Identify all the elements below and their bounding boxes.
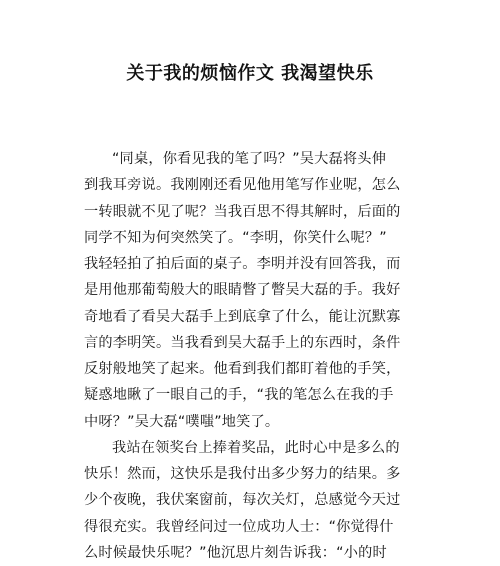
- paragraph-line: 同学不知为何突然笑了。“李明，你笑什么呢？”: [84, 229, 387, 246]
- paragraph-line: 奇地看了看吴大磊手上到底拿了什么，能让沉默寡: [84, 308, 401, 325]
- paragraph-line: 言的李明笑。当我看到吴大磊手上的东西时，条件: [84, 334, 401, 351]
- paragraph-line: “同桌，你看见我的笔了吗？”吴大磊将头伸: [112, 151, 387, 167]
- paragraph-line: 快乐！然而，这快乐是我付出多少努力的结果。多: [84, 466, 401, 482]
- paragraph-line: 中呀？”吴大磊“噗嗤”地笑了。: [84, 413, 280, 430]
- paragraph-line: 反射般地笑了起来。他看到我们都盯着他的手笑，: [84, 361, 401, 377]
- paragraph-line: 我站在领奖台上捧着奖品，此时心中是多么的: [112, 439, 400, 456]
- paragraph-line: 我轻轻拍了拍后面的桌子。李明并没有回答我，而: [84, 256, 401, 272]
- paragraph-line: 少个夜晚，我伏案窗前，每次关灯，总感觉今天过: [84, 492, 401, 509]
- paragraph-line: 疑惑地瞅了一眼自己的手，“我的笔怎么在我的手: [84, 387, 394, 404]
- paragraph-line: 得很充实。我曾经问过一位成功人士：“你觉得什: [84, 518, 394, 535]
- paragraph-line: 到我耳旁说。我刚刚还看见他用笔写作业呢，怎么: [84, 177, 401, 194]
- paragraph-line: 是用他那葡萄般大的眼睛瞥了瞥吴大磊的手。我好: [84, 282, 401, 299]
- paragraph-line: 么时候最快乐呢？”他沉思片刻告诉我：“小的时: [84, 544, 387, 561]
- paragraph-line: 一转眼就不见了呢？当我百思不得其解时，后面的: [84, 203, 401, 220]
- article-title: 关于我的烦恼作文 我渴望快乐: [126, 63, 374, 84]
- article-body: [84, 146, 424, 566]
